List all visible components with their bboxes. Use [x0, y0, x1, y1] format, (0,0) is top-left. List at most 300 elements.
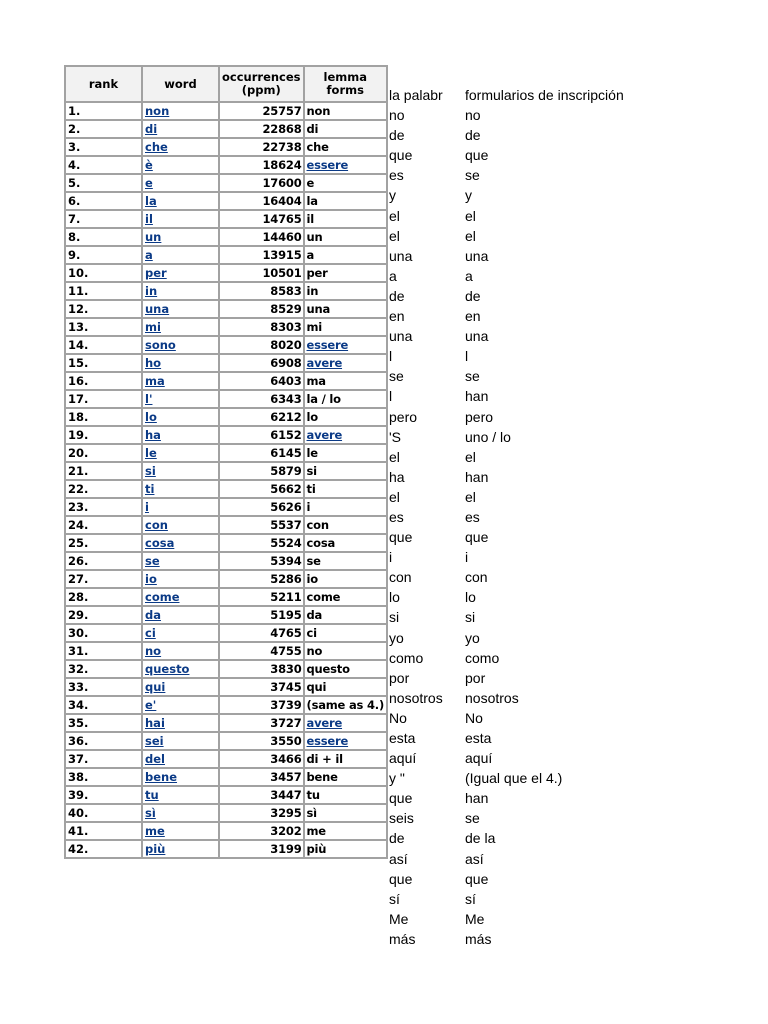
word-cell [142, 480, 219, 498]
occurrences-cell: 16404 [219, 192, 304, 210]
lemma-cell [304, 714, 387, 732]
table-row [65, 516, 387, 534]
word-link[interactable]: di [145, 121, 158, 136]
word-cell [142, 390, 219, 408]
table-row [65, 786, 387, 804]
word-link[interactable]: io [145, 571, 157, 586]
translation-cell: más [465, 930, 492, 947]
occurrences-cell: 5662 [219, 480, 304, 498]
translation-cell: No [465, 709, 483, 726]
translation-cell: de [465, 287, 481, 304]
translation-cell: No [389, 709, 407, 726]
rank-cell: 5. [65, 174, 142, 192]
translation-cell: y [465, 187, 472, 204]
translation-cell: se [465, 810, 480, 827]
translation-column-a-header: la palabr [389, 87, 443, 103]
table-row [65, 732, 387, 750]
occurrences-cell: 3727 [219, 714, 304, 732]
lemma-link[interactable]: avere [306, 355, 343, 370]
lemma-cell: a [304, 246, 387, 264]
translation-cell: nosotros [465, 689, 519, 706]
lemma-cell: di [304, 120, 387, 138]
occurrences-cell: 3466 [219, 750, 304, 768]
rank-cell: 40. [65, 804, 142, 822]
translation-cell: se [389, 368, 404, 385]
lemma-link[interactable]: avere [306, 427, 343, 442]
translation-cell: esta [389, 730, 416, 746]
word-link[interactable]: hai [145, 715, 165, 730]
word-link[interactable]: sei [145, 733, 164, 748]
word-cell [142, 696, 219, 714]
lemma-cell: ci [304, 624, 387, 642]
translation-cell: se [465, 167, 480, 184]
header-word: word [142, 66, 219, 102]
rank-cell: 42. [65, 840, 142, 858]
word-link[interactable]: la [145, 193, 157, 208]
translation-cell: l [465, 348, 469, 365]
word-cell [142, 660, 219, 678]
occurrences-cell: 3199 [219, 840, 304, 858]
translation-cell: es [465, 508, 480, 525]
word-link[interactable]: sono [145, 337, 176, 352]
occurrences-cell: 6145 [219, 444, 304, 462]
translation-cell: a [389, 267, 397, 284]
word-link[interactable]: del [145, 751, 165, 766]
table-row [65, 138, 387, 156]
occurrences-cell: 8583 [219, 282, 304, 300]
word-cell [142, 228, 219, 246]
translation-cell: yo [465, 629, 480, 646]
header-lemma-line2: forms [326, 83, 364, 97]
translation-cell: han [465, 468, 489, 485]
translation-cell: el [465, 448, 476, 465]
lemma-cell: un [304, 228, 387, 246]
translation-cell: el [465, 207, 476, 224]
word-cell [142, 822, 219, 840]
occurrences-cell: 5394 [219, 552, 304, 570]
word-cell [142, 588, 219, 606]
translation-cell: el [389, 488, 400, 505]
rank-cell: 11. [65, 282, 142, 300]
rank-cell: 22. [65, 480, 142, 498]
rank-cell: 41. [65, 822, 142, 840]
word-cell [142, 156, 219, 174]
translation-cell: uno / lo [465, 428, 511, 445]
translation-cell: pero [465, 408, 494, 425]
word-cell [142, 264, 219, 282]
word-link[interactable]: il [145, 211, 153, 226]
lemma-cell: (same as 4.) [304, 696, 387, 714]
word-link[interactable]: che [145, 139, 168, 154]
translation-cell: han [465, 388, 489, 405]
header-occurrences [219, 66, 304, 102]
lemma-cell: no [304, 642, 387, 660]
table-row [65, 534, 387, 552]
rank-cell: 31. [65, 642, 142, 660]
occurrences-cell: 14460 [219, 228, 304, 246]
translation-cell: por [465, 669, 486, 686]
word-cell [142, 318, 219, 336]
word-link[interactable]: ci [145, 625, 156, 640]
translation-cell: que [465, 870, 489, 887]
word-cell [142, 714, 219, 732]
table-row [65, 156, 387, 174]
word-cell [142, 372, 219, 390]
word-link[interactable]: ho [145, 355, 162, 370]
word-cell [142, 138, 219, 156]
translation-cell: que [465, 147, 489, 164]
translation-cell: de [389, 830, 405, 847]
word-cell [142, 246, 219, 264]
rank-cell: 8. [65, 228, 142, 246]
translation-column-a [389, 85, 443, 949]
word-link[interactable]: da [145, 607, 161, 622]
occurrences-cell: 3739 [219, 696, 304, 714]
rank-cell: 17. [65, 390, 142, 408]
lemma-cell: per [304, 264, 387, 282]
lemma-cell: il [304, 210, 387, 228]
rank-cell: 27. [65, 570, 142, 588]
word-cell [142, 282, 219, 300]
table-row [65, 462, 387, 480]
translation-cell: así [389, 850, 408, 867]
word-link[interactable]: un [145, 229, 162, 244]
header-rank: rank [65, 66, 142, 102]
translation-cell: como [465, 649, 500, 666]
lemma-cell: la [304, 192, 387, 210]
occurrences-cell: 22868 [219, 120, 304, 138]
word-link[interactable]: si [145, 463, 156, 478]
occurrences-cell: 8303 [219, 318, 304, 336]
occurrences-cell: 3745 [219, 678, 304, 696]
word-cell [142, 444, 219, 462]
occurrences-cell: 6212 [219, 408, 304, 426]
word-cell [142, 174, 219, 192]
occurrences-cell: 25757 [219, 102, 304, 120]
rank-cell: 36. [65, 732, 142, 750]
translation-cell: nosotros [389, 689, 443, 706]
table-row [65, 768, 387, 786]
table-row [65, 678, 387, 696]
word-cell [142, 840, 219, 858]
word-link[interactable]: questo [145, 661, 190, 676]
word-link[interactable]: è [145, 157, 153, 172]
table-row [65, 120, 387, 138]
rank-cell: 38. [65, 768, 142, 786]
table-row [65, 102, 387, 120]
occurrences-cell: 4755 [219, 642, 304, 660]
table-row [65, 714, 387, 732]
word-cell [142, 408, 219, 426]
lemma-cell: tu [304, 786, 387, 804]
rank-cell: 13. [65, 318, 142, 336]
translation-cell: yo [389, 629, 404, 646]
word-cell [142, 534, 219, 552]
word-link[interactable]: tu [145, 787, 159, 802]
word-link[interactable]: mi [145, 319, 161, 334]
lemma-cell: io [304, 570, 387, 588]
table-row [65, 372, 387, 390]
rank-cell: 29. [65, 606, 142, 624]
occurrences-cell: 3457 [219, 768, 304, 786]
table-row [65, 660, 387, 678]
occurrences-cell: 5537 [219, 516, 304, 534]
rank-cell: 26. [65, 552, 142, 570]
translation-cell: pero [389, 408, 418, 425]
translation-cell: sí [389, 890, 400, 907]
occurrences-cell: 3447 [219, 786, 304, 804]
translation-cell: lo [389, 589, 400, 606]
rank-cell: 32. [65, 660, 142, 678]
occurrences-cell: 5286 [219, 570, 304, 588]
frequency-table [64, 65, 388, 859]
translation-cell: a [465, 267, 473, 284]
translation-cell: ha [389, 468, 405, 485]
table-row [65, 552, 387, 570]
table-row [65, 804, 387, 822]
translation-cell: y [389, 187, 396, 204]
translation-cell: con [389, 569, 412, 586]
rank-cell: 33. [65, 678, 142, 696]
word-link[interactable]: cosa [145, 535, 175, 550]
rank-cell: 20. [65, 444, 142, 462]
translation-cell: el [389, 448, 400, 465]
word-link[interactable]: a [145, 247, 153, 262]
table-row [65, 498, 387, 516]
word-cell [142, 642, 219, 660]
word-cell [142, 102, 219, 120]
lemma-link[interactable]: essere [306, 157, 349, 172]
lemma-cell: qui [304, 678, 387, 696]
rank-cell: 25. [65, 534, 142, 552]
translation-cell: l [389, 348, 393, 365]
rank-cell: 10. [65, 264, 142, 282]
word-link[interactable]: le [145, 445, 157, 460]
word-cell [142, 516, 219, 534]
occurrences-cell: 10501 [219, 264, 304, 282]
translation-cell: con [465, 569, 488, 586]
rank-cell: 15. [65, 354, 142, 372]
word-cell [142, 120, 219, 138]
lemma-cell: mi [304, 318, 387, 336]
table-row [65, 336, 387, 354]
word-cell [142, 624, 219, 642]
word-link[interactable]: l' [145, 391, 153, 406]
word-link[interactable]: qui [145, 679, 166, 694]
occurrences-cell: 8020 [219, 336, 304, 354]
translation-cell: el [389, 207, 400, 224]
word-link[interactable]: una [145, 301, 170, 316]
lemma-link[interactable]: avere [306, 715, 343, 730]
lemma-link[interactable]: essere [306, 337, 349, 352]
translation-column-b-header: formularios de inscripción [465, 87, 624, 103]
word-link[interactable]: me [145, 823, 165, 838]
translation-cell: Me [465, 910, 485, 927]
word-link[interactable]: lo [145, 409, 157, 424]
word-cell [142, 336, 219, 354]
word-cell [142, 462, 219, 480]
lemma-cell: più [304, 840, 387, 858]
word-link[interactable]: con [145, 517, 168, 532]
translation-cell: así [465, 850, 484, 867]
lemma-cell: i [304, 498, 387, 516]
header-occurrences-line1: occurrences [222, 70, 301, 84]
rank-cell: 14. [65, 336, 142, 354]
table-row [65, 822, 387, 840]
word-link[interactable]: bene [145, 769, 178, 784]
lemma-cell: cosa [304, 534, 387, 552]
word-link[interactable]: e [145, 175, 153, 190]
translation-cell: una [465, 247, 489, 264]
translation-cell: si [389, 609, 400, 626]
table-row [65, 588, 387, 606]
occurrences-cell: 5211 [219, 588, 304, 606]
table-row [65, 264, 387, 282]
table-body [65, 102, 387, 858]
word-link[interactable]: ha [145, 427, 161, 442]
lemma-cell: la / lo [304, 390, 387, 408]
rank-cell: 35. [65, 714, 142, 732]
rank-cell: 19. [65, 426, 142, 444]
translation-cell: Me [389, 910, 409, 927]
word-cell [142, 498, 219, 516]
table-row [65, 642, 387, 660]
translation-cell: de la [465, 830, 496, 847]
translation-cell: el [389, 227, 400, 244]
word-link[interactable]: come [145, 589, 180, 604]
translation-cell: una [389, 247, 413, 264]
rank-cell: 9. [65, 246, 142, 264]
occurrences-cell: 6343 [219, 390, 304, 408]
table-header-row [65, 66, 387, 102]
table-row [65, 750, 387, 768]
word-link[interactable]: in [145, 283, 158, 298]
rank-cell: 39. [65, 786, 142, 804]
translation-cell: i [389, 549, 393, 566]
word-link[interactable]: ma [145, 373, 165, 388]
table-row [65, 840, 387, 858]
occurrences-cell: 6152 [219, 426, 304, 444]
table-row [65, 246, 387, 264]
table-row [65, 228, 387, 246]
translation-cell: se [465, 368, 480, 385]
translation-cell: de [389, 287, 405, 304]
lemma-cell: in [304, 282, 387, 300]
translation-cell: que [389, 529, 413, 546]
word-cell [142, 210, 219, 228]
translation-cell: l [389, 388, 393, 405]
lemma-cell [304, 156, 387, 174]
word-link[interactable]: per [145, 265, 167, 280]
word-cell [142, 354, 219, 372]
lemma-cell: bene [304, 768, 387, 786]
rank-cell: 2. [65, 120, 142, 138]
occurrences-cell: 4765 [219, 624, 304, 642]
occurrences-cell: 5626 [219, 498, 304, 516]
translation-cell: que [389, 870, 413, 887]
word-link[interactable]: no [145, 643, 162, 658]
word-link[interactable]: non [145, 103, 170, 118]
translation-cell: y " [389, 770, 405, 787]
word-link[interactable]: sì [145, 805, 156, 820]
occurrences-cell: 22738 [219, 138, 304, 156]
translation-cell: más [389, 930, 416, 947]
word-cell [142, 768, 219, 786]
translation-cell: que [389, 790, 413, 807]
table-row [65, 174, 387, 192]
table-row [65, 390, 387, 408]
word-link[interactable]: i [145, 499, 149, 514]
word-link[interactable]: ti [145, 481, 155, 496]
word-cell [142, 732, 219, 750]
word-link[interactable]: più [145, 841, 166, 856]
lemma-cell: lo [304, 408, 387, 426]
translation-cell: si [465, 609, 476, 626]
table-row [65, 282, 387, 300]
lemma-cell: una [304, 300, 387, 318]
lemma-cell: me [304, 822, 387, 840]
translation-cell: una [389, 328, 413, 345]
translation-cell: sí [465, 890, 476, 907]
translation-cell: han [465, 790, 489, 807]
translation-cell: es [389, 508, 404, 525]
lemma-cell: le [304, 444, 387, 462]
occurrences-cell: 6908 [219, 354, 304, 372]
rank-cell: 4. [65, 156, 142, 174]
word-cell [142, 570, 219, 588]
word-link[interactable]: se [145, 553, 160, 568]
occurrences-cell: 3202 [219, 822, 304, 840]
translation-cell: que [389, 147, 413, 164]
lemma-cell: che [304, 138, 387, 156]
translation-cell: 'S [389, 428, 402, 445]
table-row [65, 354, 387, 372]
word-cell [142, 786, 219, 804]
lemma-link[interactable]: essere [306, 733, 349, 748]
rank-cell: 12. [65, 300, 142, 318]
lemma-cell [304, 426, 387, 444]
rank-cell: 24. [65, 516, 142, 534]
translation-cell: no [465, 107, 481, 124]
rank-cell: 21. [65, 462, 142, 480]
table-row [65, 624, 387, 642]
occurrences-cell: 18624 [219, 156, 304, 174]
translation-cell: por [389, 669, 410, 686]
occurrences-cell: 3295 [219, 804, 304, 822]
translation-cell: esta [465, 730, 492, 746]
table-row [65, 444, 387, 462]
occurrences-cell: 17600 [219, 174, 304, 192]
translation-cell: seis [389, 810, 414, 827]
translation-cell: de [389, 127, 405, 144]
lemma-cell: da [304, 606, 387, 624]
lemma-cell: e [304, 174, 387, 192]
rank-cell: 1. [65, 102, 142, 120]
translation-column-b [465, 85, 624, 949]
table-row [65, 300, 387, 318]
table-row [65, 210, 387, 228]
rank-cell: 30. [65, 624, 142, 642]
occurrences-cell: 3550 [219, 732, 304, 750]
word-link[interactable]: e' [145, 697, 157, 712]
occurrences-cell: 14765 [219, 210, 304, 228]
word-cell [142, 750, 219, 768]
lemma-cell: ma [304, 372, 387, 390]
lemma-cell [304, 336, 387, 354]
translation-cell: no [389, 107, 405, 124]
translation-cell: (Igual que el 4.) [465, 770, 563, 787]
occurrences-cell: 13915 [219, 246, 304, 264]
